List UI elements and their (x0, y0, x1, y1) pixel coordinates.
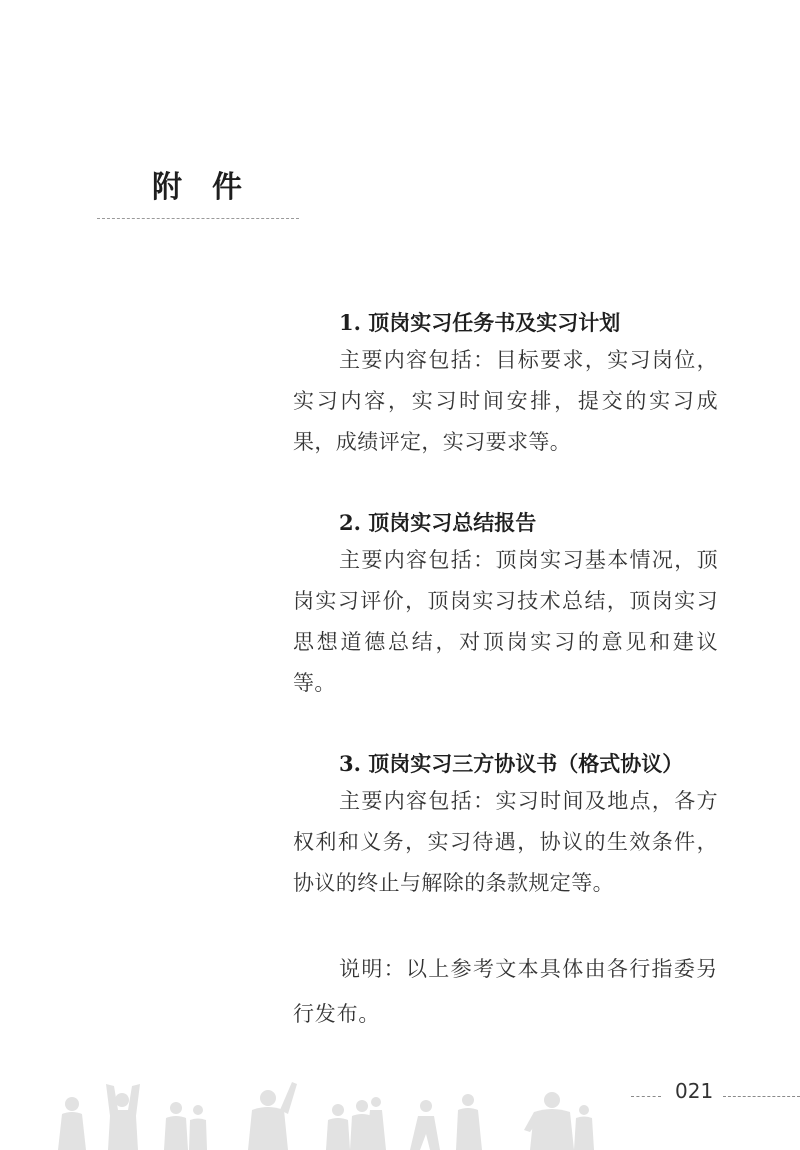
footer-divider-left (631, 1096, 661, 1097)
attachment-section-2 (293, 506, 718, 704)
people-silhouettes-decoration (0, 1070, 620, 1150)
section-heading: 1. 顶岗实习任务书及实习计划 (339, 310, 621, 335)
section-heading: 3. 顶岗实习三方协议书（格式协议） (339, 751, 684, 776)
section-heading: 2. 顶岗实习总结报告 (339, 510, 537, 535)
section-body: 主要内容包括：顶岗实习基本情况，顶岗实习评价，顶岗实习技术总结，顶岗实习思想道德总结，对顶岗实习的意见和建议等。 (293, 548, 718, 695)
attachment-section-1 (293, 306, 718, 463)
footer-divider-right (723, 1096, 800, 1097)
attachment-list (293, 306, 718, 1037)
attachment-section-3 (293, 747, 718, 904)
page-number: 021 (675, 1079, 714, 1103)
section-body: 主要内容包括：目标要求，实习岗位，实习内容，实习时间安排，提交的实习成果，成绩评定，实习要求等。 (293, 348, 718, 454)
page-title: 附件 (152, 170, 272, 205)
title-divider (97, 218, 299, 219)
note-paragraph: 说明：以上参考文本具体由各行指委另行发布。 (293, 957, 718, 1026)
section-body: 主要内容包括：实习时间及地点，各方权利和义务，实习待遇，协议的生效条件，协议的终止与解除的条款规定等。 (293, 789, 718, 895)
